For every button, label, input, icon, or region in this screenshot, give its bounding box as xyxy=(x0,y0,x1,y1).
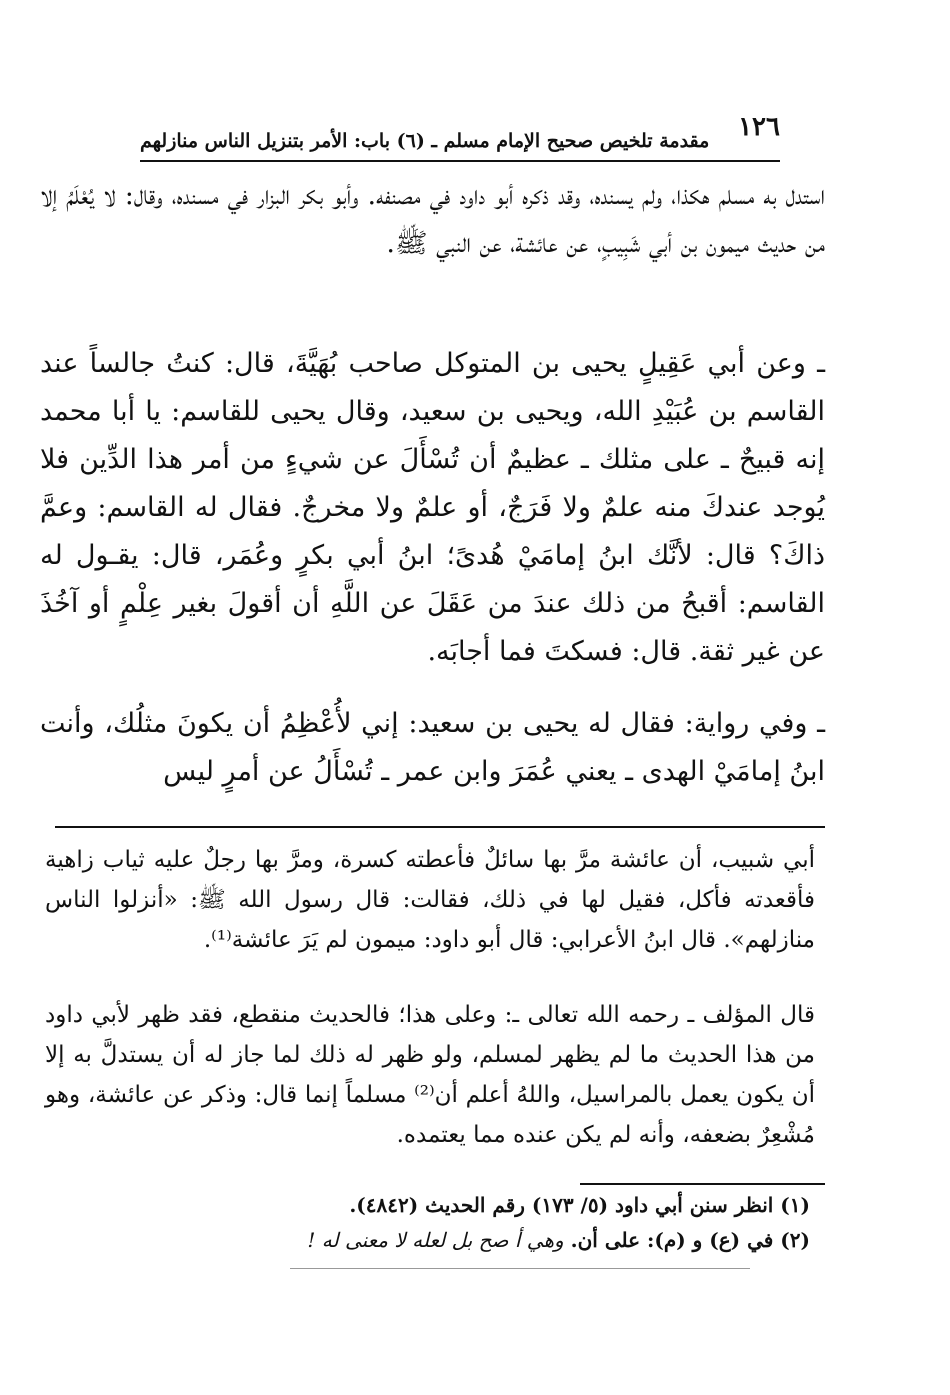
main-paragraph-2-text: ـ وعن أبي عَقِيلٍ يحيى بن المتوكل صاحب بُهَيَّةَ، قال: كنتُ جالساً عند القاسم بن عُبَيْدِ الله، ويحيى بن سعيد، وقال يحيى للقاسم: يا أبا محمد إنه قبيحٌ ـ على مثلك ـ عظيمٌ أن تُسْأَلَ عن شيءٍ من أمر هذا الدِّين فلا يُوجد عندكَ منه علمٌ ولا فَرَجٌ، أو علمٌ ولا مخرجٌ. فقال له القاسم: وعمَّ ذاكَ؟ قال: لأنَّك ابنُ إمامَيْ هُدىً؛ ابنُ أبي بكرٍ وعُمَر، قال: يقـول له القاسم: أقبحُ من ذلك عندَ من عَقَلَ عن اللَّهِ أن أقولَ بغير عِلْمٍ أو آخُذَ عن غير ثقة. قال: فسكتَ فما أجابَه. xyxy=(40,348,825,667)
main-paragraph-2 xyxy=(40,340,825,676)
footnote-2 xyxy=(307,1228,810,1252)
handwritten-note: وهي أ صح بل لعله لا معنى له ! xyxy=(307,1228,564,1252)
handwritten-underline xyxy=(290,1268,750,1269)
commentary-paragraph-2 xyxy=(45,995,815,1155)
main-paragraph-1-text: استدل به مسلم هكذا، ولم يسنده، وقد ذكره أبو داود في مصنفه. وأبو بكر البزار في مسنده، وقال: لا يُعْلَمُ إلا من حديث ميمون بن أبي شَبِيبٍ، عن عائشة، عن النبي ﷺ. xyxy=(40,180,825,259)
footnote-1: (١) انظر سنن أبي داود (٥/ ١٧٣) رقم الحديث (٤٨٤٢). xyxy=(349,1193,810,1217)
page-number: ١٢٦ xyxy=(738,112,780,142)
main-paragraph-1 xyxy=(40,172,825,268)
running-title: مقدمة تلخيص صحيح الإمام مسلم ـ (٦) باب: الأمر بتنزيل الناس منازلهم xyxy=(140,130,710,152)
main-paragraph-3 xyxy=(40,700,825,796)
section-divider xyxy=(55,826,825,828)
header-rule xyxy=(140,160,780,162)
footnote-rule xyxy=(580,1183,825,1185)
main-paragraph-3-text: ـ وفي رواية: فقال له يحيى بن سعيد: إني لأُعْظِمُ أن يكونَ مثلُك، وأنت ابنُ إمامَيْ الهدى ـ يعني عُمَرَ وابن عمر ـ تُسْأَلُ عن أمرٍ ليس xyxy=(40,708,825,787)
commentary-paragraph-1-text: أبي شبيب، أن عائشة مرَّ بها سائلٌ فأعطته كسرة، ومرَّ بها رجلٌ عليه ثياب زاهية فأقعدته فأكل، فقيل لها في ذلك، فقالت: قال رسول الله ﷺ: «أنزلوا الناس منازلهم». قال ابنُ الأعرابي: قال أبو داود: ميمون لم يَرَ عائشة⁽¹⁾. xyxy=(45,847,815,953)
commentary-paragraph-1 xyxy=(45,840,815,960)
commentary-paragraph-2-text: قال المؤلف ـ رحمه الله تعالى ـ: وعلى هذا؛ فالحديث منقطع، فقد ظهر لأبي داود من هذا الحديث ما لم يظهر لمسلم، ولو ظهر له ذلك لما جاز له أن يستدلَّ به إلا أن يكون يعمل بالمراسيل، واللهُ أعلم أن⁽²⁾ مسلماً إنما قال: وذكر عن عائشة، وهو مُشْعِرٌ بضعفه، وأنه لم يكن عنده مما يعتمده. xyxy=(45,1002,815,1148)
footnote-2-text: (٢) في (ع) و (م): على أن. xyxy=(570,1228,810,1252)
